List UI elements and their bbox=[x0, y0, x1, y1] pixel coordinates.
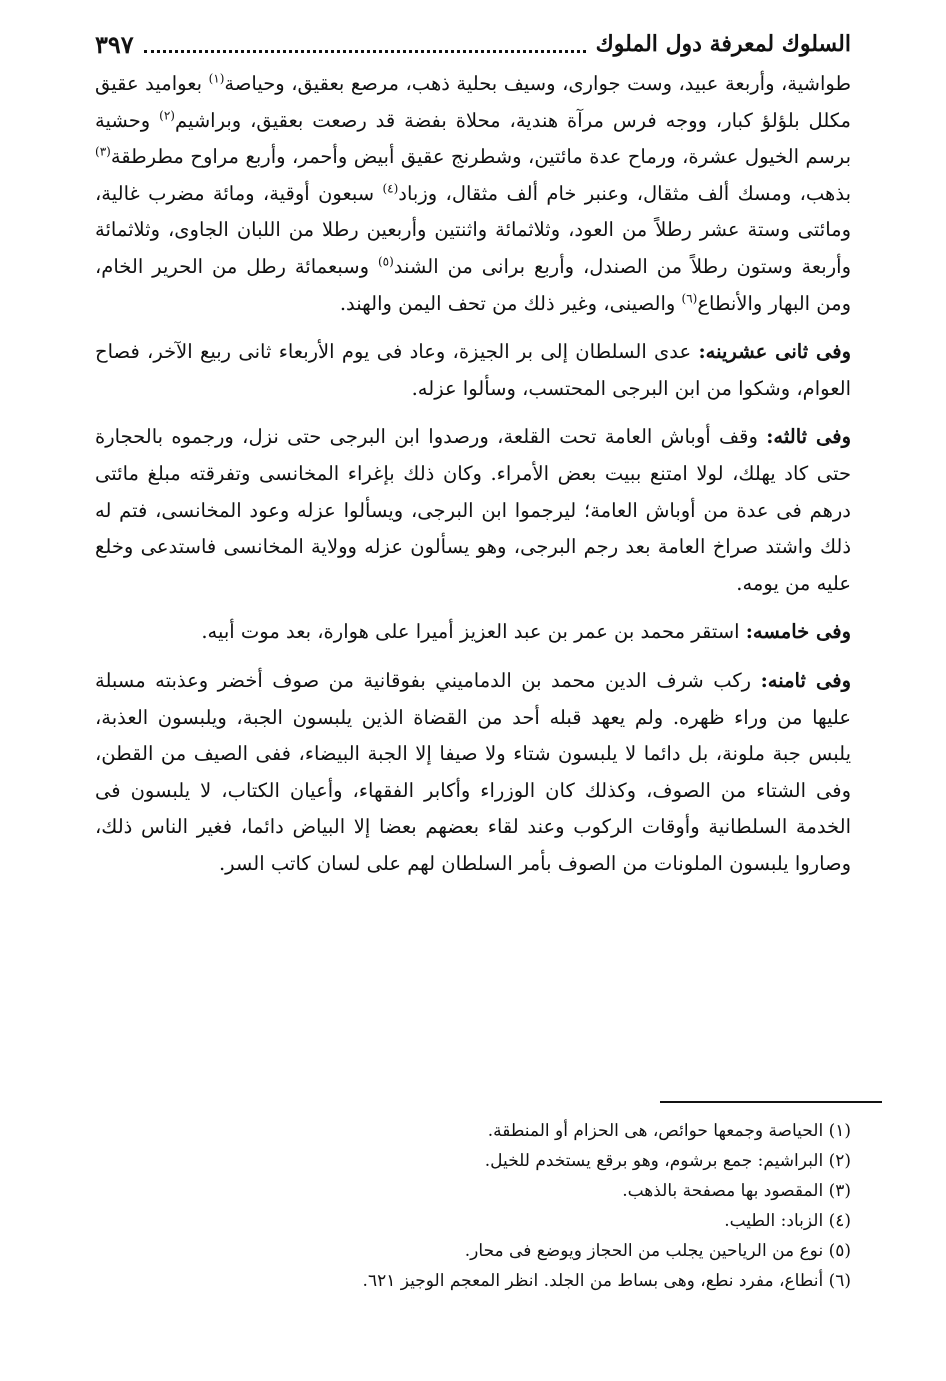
entry-text: وقف أوباش العامة تحت القلعة، ورصدوا ابن البرجى حتى نزل، ورجموه بالحجارة حتى كاد يهلك، لولا امتنع ببيت بعض الأمراء. وكان ذلك بإغراء المخانسى وتفرقته مبلغ مائتى درهم فى عدة من أوباش العامة؛ ليرجموا ابن البرجى، ويسألوا عزله وعود المخانسى، فتم له ذلك واشتد صراخ العامة بعد رجم البرجى، وهو يسألون عزله وولاية المخانسى فاستدعى وخلع عليه من يومه. bbox=[95, 425, 851, 595]
footnote: (٢) البراشيم: جمع برشوم، وهو برقع يستخدم للخيل. bbox=[484, 1151, 851, 1171]
paragraph-entry bbox=[95, 614, 851, 651]
text-segment: والصينى، وغير ذلك من تحف اليمن والهند. bbox=[339, 291, 676, 315]
text-segment: طواشية، وأربعة عبيد، وست جوارى، وسيف بحلية ذهب، مرصع بعقيق، وحياصة bbox=[224, 72, 851, 95]
paragraph-entry bbox=[95, 663, 851, 883]
main-text bbox=[95, 66, 851, 894]
footnotes bbox=[95, 1116, 851, 1296]
entry-date-heading: وفى خامسه: bbox=[745, 620, 851, 644]
footnote-separator bbox=[660, 1101, 882, 1103]
dotted-leader bbox=[144, 36, 586, 53]
footnote: (٤) الزباد: الطيب. bbox=[724, 1211, 851, 1231]
book-title: السلوك لمعرفة دول الملوك bbox=[595, 31, 851, 57]
running-header bbox=[95, 24, 851, 64]
footnote-ref: (٦) bbox=[681, 291, 698, 306]
entry-text: ركب شرف الدين محمد بن الدماميني بفوقانية من صوف أخضر وعذبته مسبلة عليها من وراء ظهره. ولم يعهد قبله أحد من القضاة الذين يلبسون الجبة، ويلبسون العذبة، يلبس جبة ملونة، بل دائما لا يلبسون شتاء ولا صيفا إلا الجبة البيضاء، ففى الصيف من القطن، وفى الشتاء من الصوف، وكذلك كان الوزراء وأكابر الفقهاء، وأعيان الكتاب، لا يلبسون فى الخدمة السلطانية وأوقات الركوب وعند لقاء بعضهم بعضا إلا البياض دائما، فغير الناس ذلك، وصاروا يلبسون الملونات من الصوف بأمر السلطان لهم على لسان كاتب السر. bbox=[95, 668, 851, 875]
footnote-ref: (٤) bbox=[382, 181, 399, 196]
footnote: (٦) أنطاع، مفرد نطع، وهى بساط من الجلد. انظر المعجم الوجيز ٦٢١. bbox=[362, 1271, 851, 1291]
text-segment: بذهب، ومسك ألف مثقال، وعنبر خام ألف مثقال، وزباد bbox=[398, 181, 851, 205]
paragraph-entry bbox=[95, 334, 851, 407]
entry-date-heading: وفى ثالثه: bbox=[766, 425, 851, 449]
entry-date-heading: وفى ثامنه: bbox=[760, 668, 851, 692]
footnote-ref: (٥) bbox=[377, 254, 394, 269]
entry-text: عدى السلطان إلى بر الجيزة، وعاد فى يوم الأربعاء ثانى ربيع الآخر، فصاح العوام، وشكوا من ابن البرجى المحتسب، وسألوا عزله. bbox=[95, 340, 851, 400]
paragraph-entry bbox=[95, 419, 851, 602]
footnote: (٣) المقصود بها مصفحة بالذهب. bbox=[622, 1181, 851, 1201]
paragraph-continuation bbox=[95, 66, 851, 322]
text-segment: وحشية برسم الخيول عشرة، ورماح عدة مائتين، وشطرنج عقيق أبيض وأحمر، وأربع مراوح مطرطقة bbox=[95, 108, 851, 169]
footnote-ref: (٢) bbox=[159, 108, 175, 123]
text-segment: بعواميد عقيق مكلل بلؤلؤ كبار، ووجه فرس مرآة هندية، محلاة بفضة قد رصعت بعقيق، وبراشيم bbox=[95, 72, 851, 132]
entry-date-heading: وفى ثانى عشرينه: bbox=[698, 340, 852, 364]
footnote-ref: (٣) bbox=[95, 144, 111, 159]
footnote: (٥) نوع من الرياحين يجلب من الحجاز ويوضع فى محار. bbox=[464, 1241, 851, 1261]
text-segment: وسبعمائة رطل من الحرير الخام، ومن البهار والأنطاع bbox=[95, 254, 851, 315]
footnote: (١) الحياصة وجمعها حوائص، هى الحزام أو المنطقة. bbox=[487, 1121, 851, 1141]
entry-text: استقر محمد بن عمر بن عبد العزيز أميرا على هوارة، بعد موت أبيه. bbox=[201, 620, 740, 644]
text-segment: سبعون أوقية، ومائة مضرب غالية، ومائتى وستة عشر رطلاً من العود، وثلاثمائة واثنتين وأربعين رطلا من اللبان الجاوى، وثلاثمائة وأربعة وستون رطلاً من الصندل، وأربع برانى من الشند bbox=[95, 181, 851, 278]
footnote-ref: (١) bbox=[208, 71, 225, 86]
page-number: ٣٩٧ bbox=[95, 29, 134, 59]
